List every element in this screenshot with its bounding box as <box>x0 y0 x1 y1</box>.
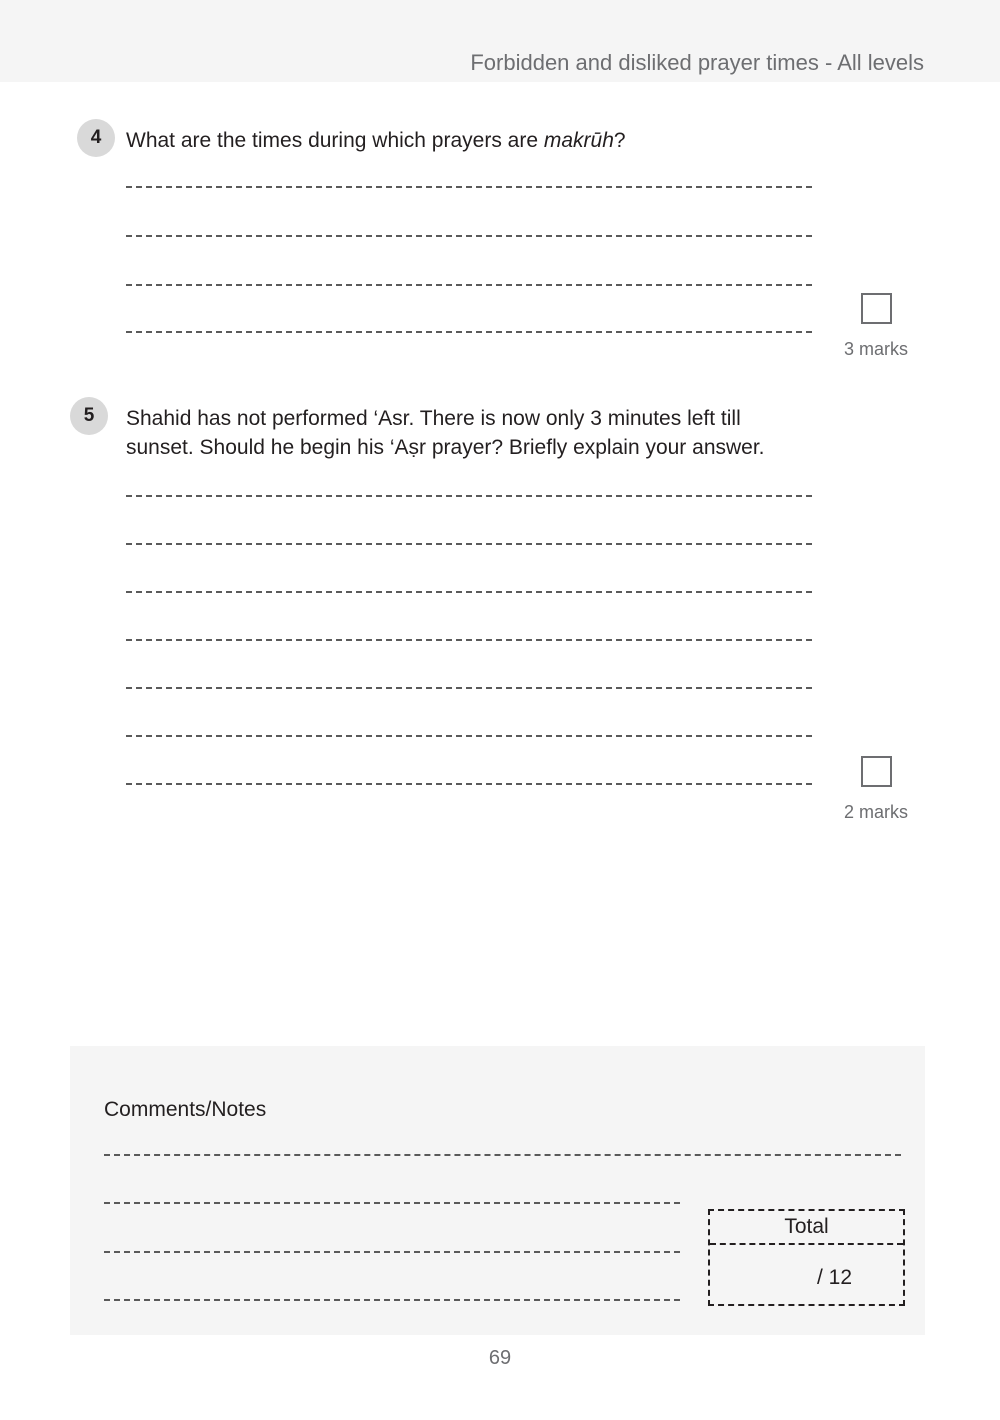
answer-line[interactable] <box>126 591 812 593</box>
question-5-line-2: sunset. Should he begin his ‘Aṣr prayer? Briefly explain your answer. <box>126 436 765 459</box>
answer-line[interactable] <box>126 284 812 286</box>
total-divider <box>710 1243 903 1245</box>
notes-line[interactable] <box>104 1251 680 1253</box>
question-4-text <box>126 126 846 155</box>
marks-checkbox[interactable] <box>861 756 892 787</box>
notes-line[interactable] <box>104 1154 901 1156</box>
marks-label: 3 marks <box>843 339 908 359</box>
answer-line[interactable] <box>126 639 812 641</box>
answer-line[interactable] <box>126 783 812 785</box>
page-number: 69 <box>488 1347 512 1369</box>
answer-line[interactable] <box>126 495 812 497</box>
page-header-title: Forbidden and disliked prayer times - All levels <box>470 50 924 75</box>
answer-line[interactable] <box>126 331 812 333</box>
total-label: Total <box>784 1215 829 1238</box>
answer-line[interactable] <box>126 687 812 689</box>
answer-line[interactable] <box>126 543 812 545</box>
answer-line[interactable] <box>126 186 812 188</box>
question-4-emphasis: makrūh <box>543 129 614 152</box>
notes-line[interactable] <box>104 1202 680 1204</box>
comments-notes-title: Comments/Notes <box>104 1098 267 1121</box>
question-4-text-end: ? <box>613 129 626 152</box>
total-score-box <box>708 1209 905 1306</box>
marks-label: 2 marks <box>843 802 908 822</box>
answer-line[interactable] <box>126 735 812 737</box>
notes-line[interactable] <box>104 1299 680 1301</box>
question-5-line-1: Shahid has not performed ‘Asr. There is now only 3 minutes left till <box>126 407 741 430</box>
question-number-badge: 5 <box>70 397 108 435</box>
marks-checkbox[interactable] <box>861 293 892 324</box>
question-5-text <box>126 404 846 462</box>
question-4-text-start: What are the times during which prayers are <box>126 129 544 152</box>
total-score-field[interactable]: / 12 <box>817 1266 853 1289</box>
answer-line[interactable] <box>126 235 812 237</box>
question-number-badge: 4 <box>77 119 115 157</box>
